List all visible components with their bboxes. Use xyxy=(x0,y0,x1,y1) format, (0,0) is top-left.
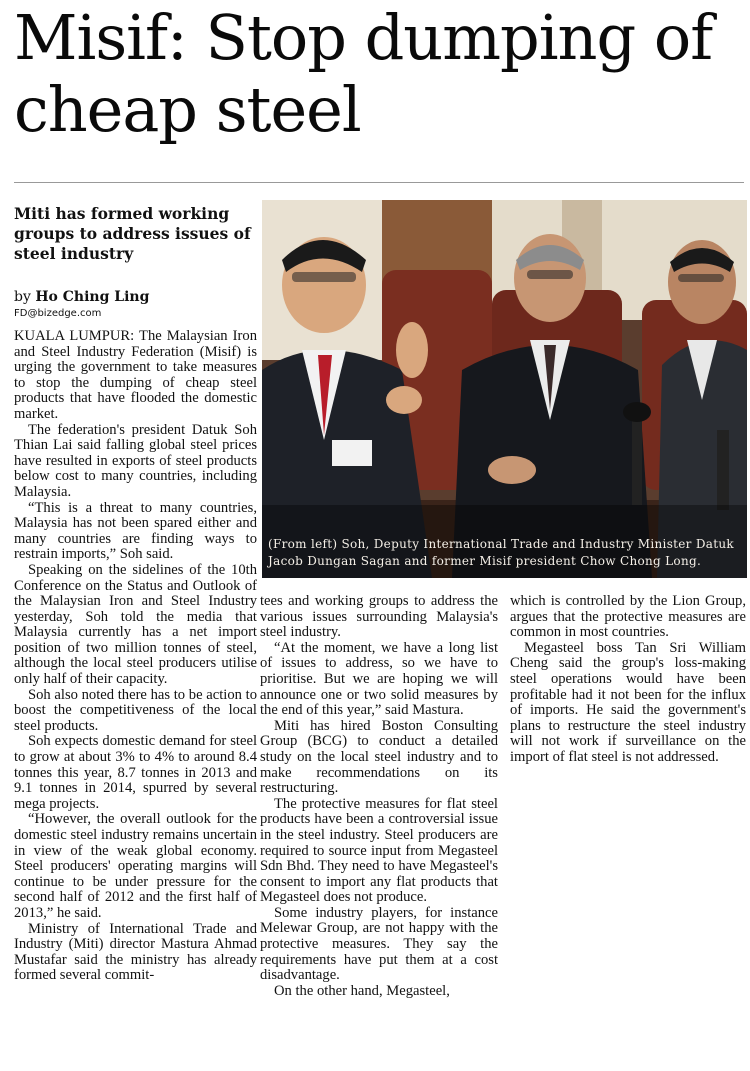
paragraph: Miti has hired Boston Consulting Group (BCG) to conduct a detailed study on the local steel industry and to make recommendations on its restructuring. xyxy=(260,717,498,797)
paragraph: The protective measures for flat steel products have been a controversial issue in the steel industry. Steel producers are required to source input from Megasteel Sdn Bhd. They need to have Megasteel's consent to import any flat products that Megasteel does not produce. xyxy=(260,795,498,906)
paragraph: Soh expects domestic demand for steel to grow at about 3% to 4% to around 8.4 tonnes this year, 8.7 tonnes in 2013 and 9.1 tonnes in 2014, spurred by several mega projects. xyxy=(14,733,257,812)
photo-caption: (From left) Soh, Deputy International Trade and Industry Minister Datuk Jacob Dungan Sagan and former Misif president Chow Chong Long. xyxy=(268,537,734,568)
byline xyxy=(14,288,254,306)
paragraph: Megasteel boss Tan Sri William Cheng said the group's loss-making steel operations would have been profitable had it not been for the influx of imports. He said the government's plans to restructure the steel industry will not work if surveillance on the import of flat steel is not addressed. xyxy=(510,639,746,765)
byline-prefix: by xyxy=(14,289,31,305)
paragraph: “This is a threat to many countries, Malaysia has not been spared either and many countries are finding ways to restrain imports,” Soh said. xyxy=(14,499,257,563)
section-divider xyxy=(14,182,744,183)
paragraph: Soh also noted there has to be action to boost the competitiveness of the local steel products. xyxy=(14,686,257,734)
photo-illustration xyxy=(262,200,747,578)
paragraph: “At the moment, we have a long list of issues to address, so we have to prioritise. But we are hoping we will announce one or two solid measures by the end of this year,” said Mastura. xyxy=(260,639,498,719)
paragraph: KUALA LUMPUR: The Malaysian Iron and Steel Industry Federation (Misif) is urging the government to take measures to stop the dumping of cheap steel products that have flooded the domestic market. xyxy=(14,328,257,422)
news-photo xyxy=(262,200,747,578)
paragraph: which is controlled by the Lion Group, argues that the protective measures are common in most countries. xyxy=(510,593,746,641)
article-column-2 xyxy=(260,594,498,999)
paragraph: On the other hand, Megasteel, xyxy=(274,982,450,999)
paragraph: Some industry players, for instance Melewar Group, are not happy with the protective measures. They say the requirements have put them at a cost disadvantage. xyxy=(260,904,498,984)
article-column-1 xyxy=(14,329,257,984)
deck-subheadline: Miti has formed working groups to address issues of steel industry xyxy=(14,204,251,263)
byline-email: FD@bizedge.com xyxy=(14,308,102,319)
paragraph: Ministry of International Trade and Industry (Miti) director Mastura Ahmad Mustafar said the ministry has already formed several commit- xyxy=(14,920,257,984)
headline: Misif: Stop dumping of cheap steel xyxy=(14,1,713,146)
article-column-3 xyxy=(510,594,746,766)
byline-author: Ho Ching Ling xyxy=(35,289,150,305)
paragraph: The federation's president Datuk Soh Thian Lai said falling global steel prices have resulted in exports of steel products below cost to many countries, including Malaysia. xyxy=(14,421,257,500)
paragraph: “However, the overall outlook for the domestic steel industry remains uncertain in view of the weak global economy. Steel producers' operating margins will continue to be under pressure for the second half of 2012 and the first half of 2013,” he said. xyxy=(14,811,257,921)
paragraph: tees and working groups to address the various issues surrounding Malaysia's steel industry. xyxy=(260,593,498,641)
paragraph: Speaking on the sidelines of the 10th Conference on the Status and Outlook of the Malaysian Iron and Steel Industry yesterday, Soh told the media that Malaysia currently has a net import position of two million tonnes of steel, although the local steel producers utilise only half of their capacity. xyxy=(14,561,257,688)
